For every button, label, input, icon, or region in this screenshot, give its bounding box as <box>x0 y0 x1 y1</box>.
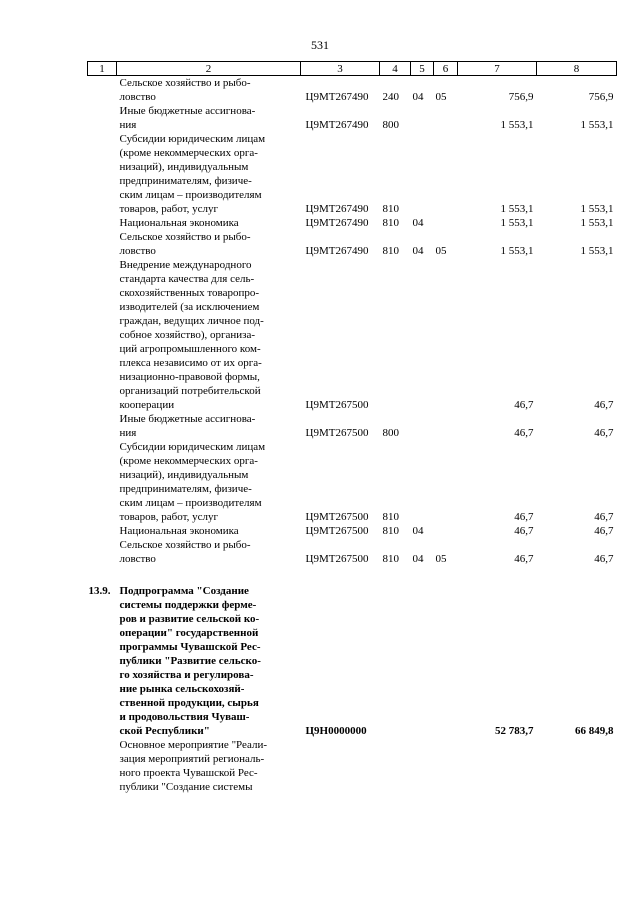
page-number: 531 <box>311 38 329 52</box>
row-number-cell <box>88 76 117 105</box>
subsection-cell: 05 <box>435 245 447 257</box>
expense-type-cell: 810 <box>382 525 399 537</box>
item-name-line: ловство <box>119 91 156 103</box>
item-name-line: кооперации <box>119 399 175 411</box>
item-name-line: публики "Создание системы <box>119 781 253 793</box>
target-code-cell: Ц9МТ267500 <box>305 399 369 411</box>
item-name-line: Подпрограмма "Создание <box>119 585 249 597</box>
section-cell: 04 <box>412 217 424 229</box>
amount-col8-cell: 46,7 <box>594 511 614 523</box>
item-name-line: плекса независимо от их орга- <box>119 357 262 369</box>
expense-type-cell: 810 <box>382 203 399 215</box>
item-name-line: Основное мероприятие "Реали- <box>119 739 268 751</box>
subsection-cell: 05 <box>435 553 447 565</box>
row-number-cell <box>88 216 117 230</box>
target-code-cell: Ц9МТ267490 <box>305 91 369 103</box>
item-name-line: низационно-правовой формы, <box>119 371 260 383</box>
item-name-cell <box>117 524 301 538</box>
column-header: 6 <box>434 62 458 76</box>
item-name-line: зация мероприятий региональ- <box>119 753 265 765</box>
amount-col8-cell: 756,9 <box>588 91 614 103</box>
table-row <box>88 230 617 258</box>
subsection-cell <box>434 104 458 132</box>
item-name-line: (кроме некоммерческих орга- <box>119 455 258 467</box>
item-name-line: предпринимателям, физиче- <box>119 483 252 495</box>
section-cell <box>411 738 434 794</box>
table-row <box>88 584 617 738</box>
item-name-line: Национальная экономика <box>119 217 239 229</box>
item-name-line: Иные бюджетные ассигнова- <box>119 105 256 117</box>
target-code-cell <box>301 738 380 794</box>
item-name-cell <box>117 216 301 230</box>
budget-table <box>87 61 617 794</box>
section-cell <box>411 412 434 440</box>
item-name-line: организаций потребительской <box>119 385 261 397</box>
amount-col8-cell: 46,7 <box>594 553 614 565</box>
item-name-line: Сельское хозяйство и рыбо- <box>119 231 251 243</box>
item-name-line: Внедрение международного <box>119 259 252 271</box>
item-name-cell <box>117 76 301 105</box>
table-row <box>88 104 617 132</box>
row-number-cell <box>88 412 117 440</box>
column-header: 5 <box>411 62 434 76</box>
column-header: 7 <box>458 62 537 76</box>
row-number-cell: 13.9. <box>88 585 111 597</box>
empty-cell <box>301 566 380 584</box>
amount-col8-cell: 1 553,1 <box>580 245 614 257</box>
section-cell <box>411 132 434 216</box>
target-code-cell: Ц9МТ267490 <box>305 203 369 215</box>
target-code-cell: Ц9МТ267500 <box>305 553 369 565</box>
item-name-line: изводителей (за исключением <box>119 301 260 313</box>
table-row <box>88 412 617 440</box>
item-name-cell <box>117 584 301 738</box>
item-name-line: публики "Развитие сельско- <box>119 655 261 667</box>
item-name-line: ским лицам – производителям <box>119 189 262 201</box>
subsection-cell <box>434 524 458 538</box>
expense-type-cell: 810 <box>382 553 399 565</box>
expense-type-cell: 810 <box>382 217 399 229</box>
column-header: 8 <box>537 62 617 76</box>
row-number-cell <box>88 738 117 794</box>
item-name-line: ров и развитие сельской ко- <box>119 613 260 625</box>
item-name-line: го хозяйства и регулирова- <box>119 669 254 681</box>
item-name-line: ного проекта Чувашской Рес- <box>119 767 258 779</box>
section-cell: 04 <box>412 553 424 565</box>
target-code-cell: Ц9МТ267490 <box>305 217 369 229</box>
amount-col7-cell: 46,7 <box>514 525 534 537</box>
amount-col8-cell: 46,7 <box>594 399 614 411</box>
item-name-line: и продовольствия Чуваш- <box>119 711 250 723</box>
subsection-cell <box>434 132 458 216</box>
empty-cell <box>537 566 617 584</box>
amount-col7-cell: 46,7 <box>514 427 534 439</box>
target-code-cell: Ц9МТ267500 <box>305 427 369 439</box>
table-row <box>88 524 617 538</box>
amount-col8-cell: 1 553,1 <box>580 119 614 131</box>
empty-cell <box>411 566 434 584</box>
section-cell: 04 <box>412 525 424 537</box>
item-name-cell <box>117 538 301 566</box>
item-name-line: ловство <box>119 553 156 565</box>
item-name-line: ций агропромышленного ком- <box>119 343 261 355</box>
item-name-line: товаров, работ, услуг <box>119 203 218 215</box>
column-header: 4 <box>380 62 411 76</box>
item-name-cell <box>117 104 301 132</box>
item-name-line: ской Республики" <box>119 725 210 737</box>
subsection-cell <box>434 258 458 412</box>
item-name-line: низаций), индивидуальным <box>119 469 249 481</box>
column-header: 1 <box>88 62 117 76</box>
item-name-cell <box>117 440 301 524</box>
item-name-line: низаций), индивидуальным <box>119 161 249 173</box>
row-number-cell <box>88 132 117 216</box>
expense-type-cell <box>380 258 411 412</box>
amount-col8-cell: 66 849,8 <box>575 725 614 737</box>
item-name-line: Иные бюджетные ассигнова- <box>119 413 256 425</box>
table-row <box>88 538 617 566</box>
row-number-cell <box>88 440 117 524</box>
column-header-row <box>88 62 617 76</box>
target-code-cell: Ц9МТ267490 <box>305 245 369 257</box>
item-name-line: ния <box>119 119 137 131</box>
item-name-line: Сельское хозяйство и рыбо- <box>119 77 251 89</box>
table-row <box>88 258 617 412</box>
expense-type-cell: 240 <box>382 91 399 103</box>
table-row <box>88 76 617 105</box>
section-cell: 04 <box>412 245 424 257</box>
amount-col7-cell: 1 553,1 <box>500 203 534 215</box>
target-code-cell: Ц9МТ267500 <box>305 511 369 523</box>
section-cell <box>411 258 434 412</box>
amount-col8-cell: 46,7 <box>594 427 614 439</box>
expense-type-cell: 800 <box>382 427 399 439</box>
item-name-line: Субсидии юридическим лицам <box>119 133 266 145</box>
expense-type-cell <box>380 584 411 738</box>
target-code-cell: Ц9Н0000000 <box>305 725 367 737</box>
target-code-cell: Ц9МТ267500 <box>305 525 369 537</box>
item-name-line: Субсидии юридическим лицам <box>119 441 266 453</box>
section-cell <box>411 584 434 738</box>
section-cell: 04 <box>412 91 424 103</box>
subsection-cell <box>434 738 458 794</box>
empty-cell <box>117 566 301 584</box>
item-name-line: предпринимателям, физиче- <box>119 175 252 187</box>
item-name-cell <box>117 738 301 794</box>
amount-col7-cell: 1 553,1 <box>500 217 534 229</box>
amount-col7-cell: 52 783,7 <box>495 725 534 737</box>
item-name-cell <box>117 230 301 258</box>
amount-col7-cell <box>458 738 537 794</box>
amount-col8-cell: 46,7 <box>594 525 614 537</box>
row-number-cell <box>88 538 117 566</box>
item-name-line: граждан, ведущих личное под- <box>119 315 264 327</box>
section-cell <box>411 104 434 132</box>
item-name-line: программы Чувашской Рес- <box>119 641 261 653</box>
subsection-cell: 05 <box>435 91 447 103</box>
table-row <box>88 132 617 216</box>
subsection-cell <box>434 412 458 440</box>
item-name-line: (кроме некоммерческих орга- <box>119 147 258 159</box>
amount-col8-cell: 1 553,1 <box>580 203 614 215</box>
item-name-line: Сельское хозяйство и рыбо- <box>119 539 251 551</box>
amount-col7-cell: 1 553,1 <box>500 119 534 131</box>
item-name-cell <box>117 132 301 216</box>
target-code-cell: Ц9МТ267490 <box>305 119 369 131</box>
section-cell <box>411 440 434 524</box>
expense-type-cell: 810 <box>382 245 399 257</box>
column-header: 2 <box>117 62 301 76</box>
empty-cell <box>88 566 117 584</box>
item-name-cell <box>117 258 301 412</box>
item-name-line: ние рынка сельскохозяй- <box>119 683 245 695</box>
item-name-line: ственной продукции, сырья <box>119 697 259 709</box>
item-name-cell <box>117 412 301 440</box>
subsection-cell <box>434 584 458 738</box>
item-name-line: ния <box>119 427 137 439</box>
expense-type-cell: 810 <box>382 511 399 523</box>
row-number-cell <box>88 524 117 538</box>
amount-col8-cell <box>537 738 617 794</box>
item-name-line: собное хозяйство), организа- <box>119 329 256 341</box>
item-name-line: ловство <box>119 245 156 257</box>
amount-col7-cell: 46,7 <box>514 399 534 411</box>
empty-cell <box>380 566 411 584</box>
expense-type-cell <box>380 738 411 794</box>
item-name-line: товаров, работ, услуг <box>119 511 218 523</box>
empty-cell <box>458 566 537 584</box>
amount-col7-cell: 1 553,1 <box>500 245 534 257</box>
table-row <box>88 738 617 794</box>
item-name-line: системы поддержки фермe- <box>119 599 257 611</box>
item-name-line: скохозяйственных товаропро- <box>119 287 260 299</box>
item-name-line: стандарта качества для сель- <box>119 273 255 285</box>
row-number-cell <box>88 104 117 132</box>
subsection-cell <box>434 440 458 524</box>
row-number-cell <box>88 258 117 412</box>
subsection-cell <box>434 216 458 230</box>
table-row <box>88 440 617 524</box>
amount-col7-cell: 46,7 <box>514 553 534 565</box>
item-name-line: Национальная экономика <box>119 525 239 537</box>
item-name-line: ским лицам – производителям <box>119 497 262 509</box>
spacer-row <box>88 566 617 584</box>
table-row <box>88 216 617 230</box>
row-number-cell <box>88 230 117 258</box>
expense-type-cell: 800 <box>382 119 399 131</box>
amount-col8-cell: 1 553,1 <box>580 217 614 229</box>
item-name-line: операции" государственной <box>119 627 259 639</box>
amount-col7-cell: 46,7 <box>514 511 534 523</box>
empty-cell <box>434 566 458 584</box>
amount-col7-cell: 756,9 <box>508 91 534 103</box>
column-header: 3 <box>301 62 380 76</box>
